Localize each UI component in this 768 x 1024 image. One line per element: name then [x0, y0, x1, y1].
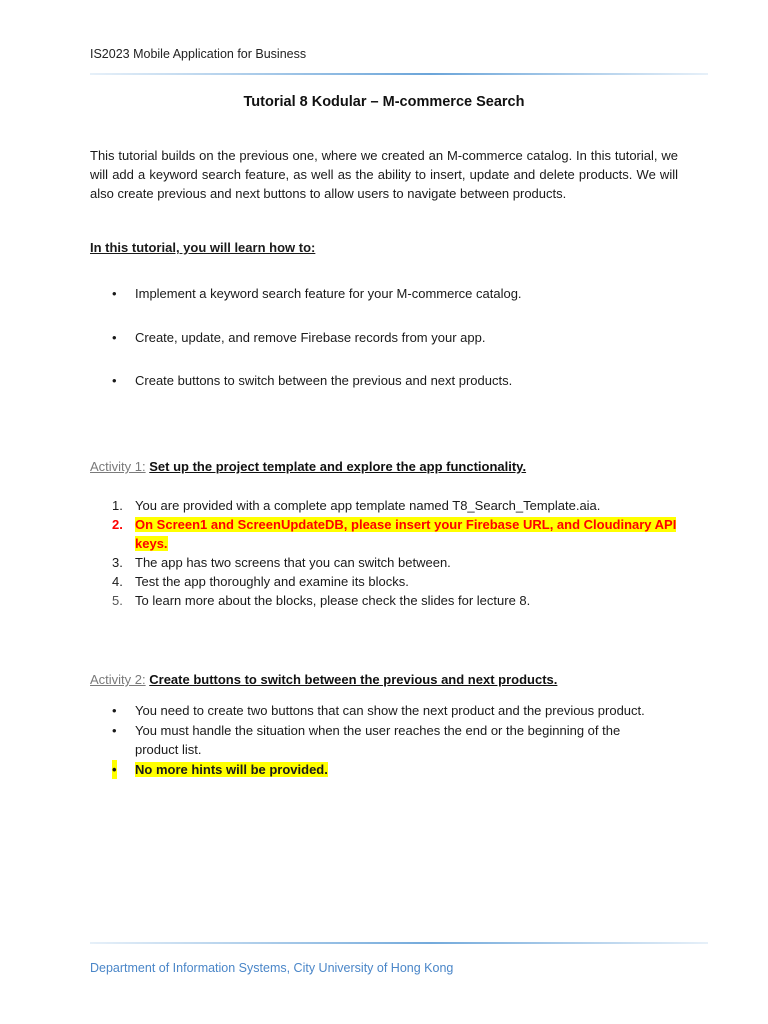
- bullet-icon: •: [112, 762, 117, 777]
- learn-item-text: Create, update, and remove Firebase records from your app.: [135, 330, 486, 345]
- step-number: 5.: [112, 593, 123, 608]
- step-number: 1.: [112, 498, 123, 513]
- learn-heading: In this tutorial, you will learn how to:: [90, 240, 316, 255]
- step-number: 4.: [112, 574, 123, 589]
- step-item: [90, 496, 678, 515]
- intro-paragraph: This tutorial builds on the previous one, where we created an M-commerce catalog. In this tutorial, we will add a keyword search feature, as well as the ability to insert, update and delete products. We will also create previous and next buttons to allow users to navigate between products.: [90, 148, 678, 201]
- document-title: Tutorial 8 Kodular – M-commerce Search: [243, 94, 525, 110]
- activity-2-item-text: You need to create two buttons that can show the next product and the previous product.: [135, 703, 645, 718]
- activity-2-label: Activity 2:: [90, 672, 146, 687]
- learn-item-text: Create buttons to switch between the previous and next products.: [135, 373, 513, 388]
- step-item: [90, 572, 678, 591]
- header-divider: [90, 73, 708, 75]
- activity-2-item-highlighted: [90, 760, 650, 779]
- bullet-icon: •: [112, 703, 117, 718]
- step-text: Test the app thoroughly and examine its blocks.: [135, 574, 409, 589]
- activity-1-steps: [90, 496, 678, 610]
- step-item: [90, 553, 678, 572]
- activity-2-item-text: You must handle the situation when the user reaches the end or the beginning of the product list.: [135, 723, 621, 757]
- step-item: [90, 591, 678, 610]
- activity-2-items: [90, 701, 650, 779]
- bullet-icon: •: [112, 286, 117, 301]
- step-number: 2.: [112, 517, 123, 532]
- step-text-warning: On Screen1 and ScreenUpdateDB, please insert your Firebase URL, and Cloudinary API keys.: [135, 517, 677, 551]
- bullet-icon: •: [112, 723, 117, 738]
- bullet-icon: •: [112, 330, 117, 345]
- step-number: 3.: [112, 555, 123, 570]
- bullet-icon: •: [112, 373, 117, 388]
- activity-1-title: Set up the project template and explore the app functionality.: [149, 459, 527, 474]
- page-header: IS2023 Mobile Application for Business: [90, 47, 307, 61]
- step-text: To learn more about the blocks, please check the slides for lecture 8.: [135, 593, 531, 608]
- page-footer: Department of Information Systems, City University of Hong Kong: [90, 961, 454, 975]
- step-text: You are provided with a complete app template named T8_Search_Template.aia.: [135, 498, 601, 513]
- activity-2-title: Create buttons to switch between the previous and next products.: [149, 672, 558, 687]
- step-item-highlighted: [90, 515, 678, 553]
- activity-2-item: [90, 701, 650, 720]
- activity-2-heading: [90, 672, 557, 687]
- footer-divider: [90, 942, 708, 944]
- activity-1-heading: [90, 459, 526, 474]
- step-text: The app has two screens that you can switch between.: [135, 555, 451, 570]
- activity-1-label: Activity 1:: [90, 459, 146, 474]
- activity-2-item-text-highlighted: No more hints will be provided.: [135, 762, 328, 777]
- activity-2-item: [90, 721, 650, 759]
- learn-item-text: Implement a keyword search feature for your M-commerce catalog.: [135, 286, 522, 301]
